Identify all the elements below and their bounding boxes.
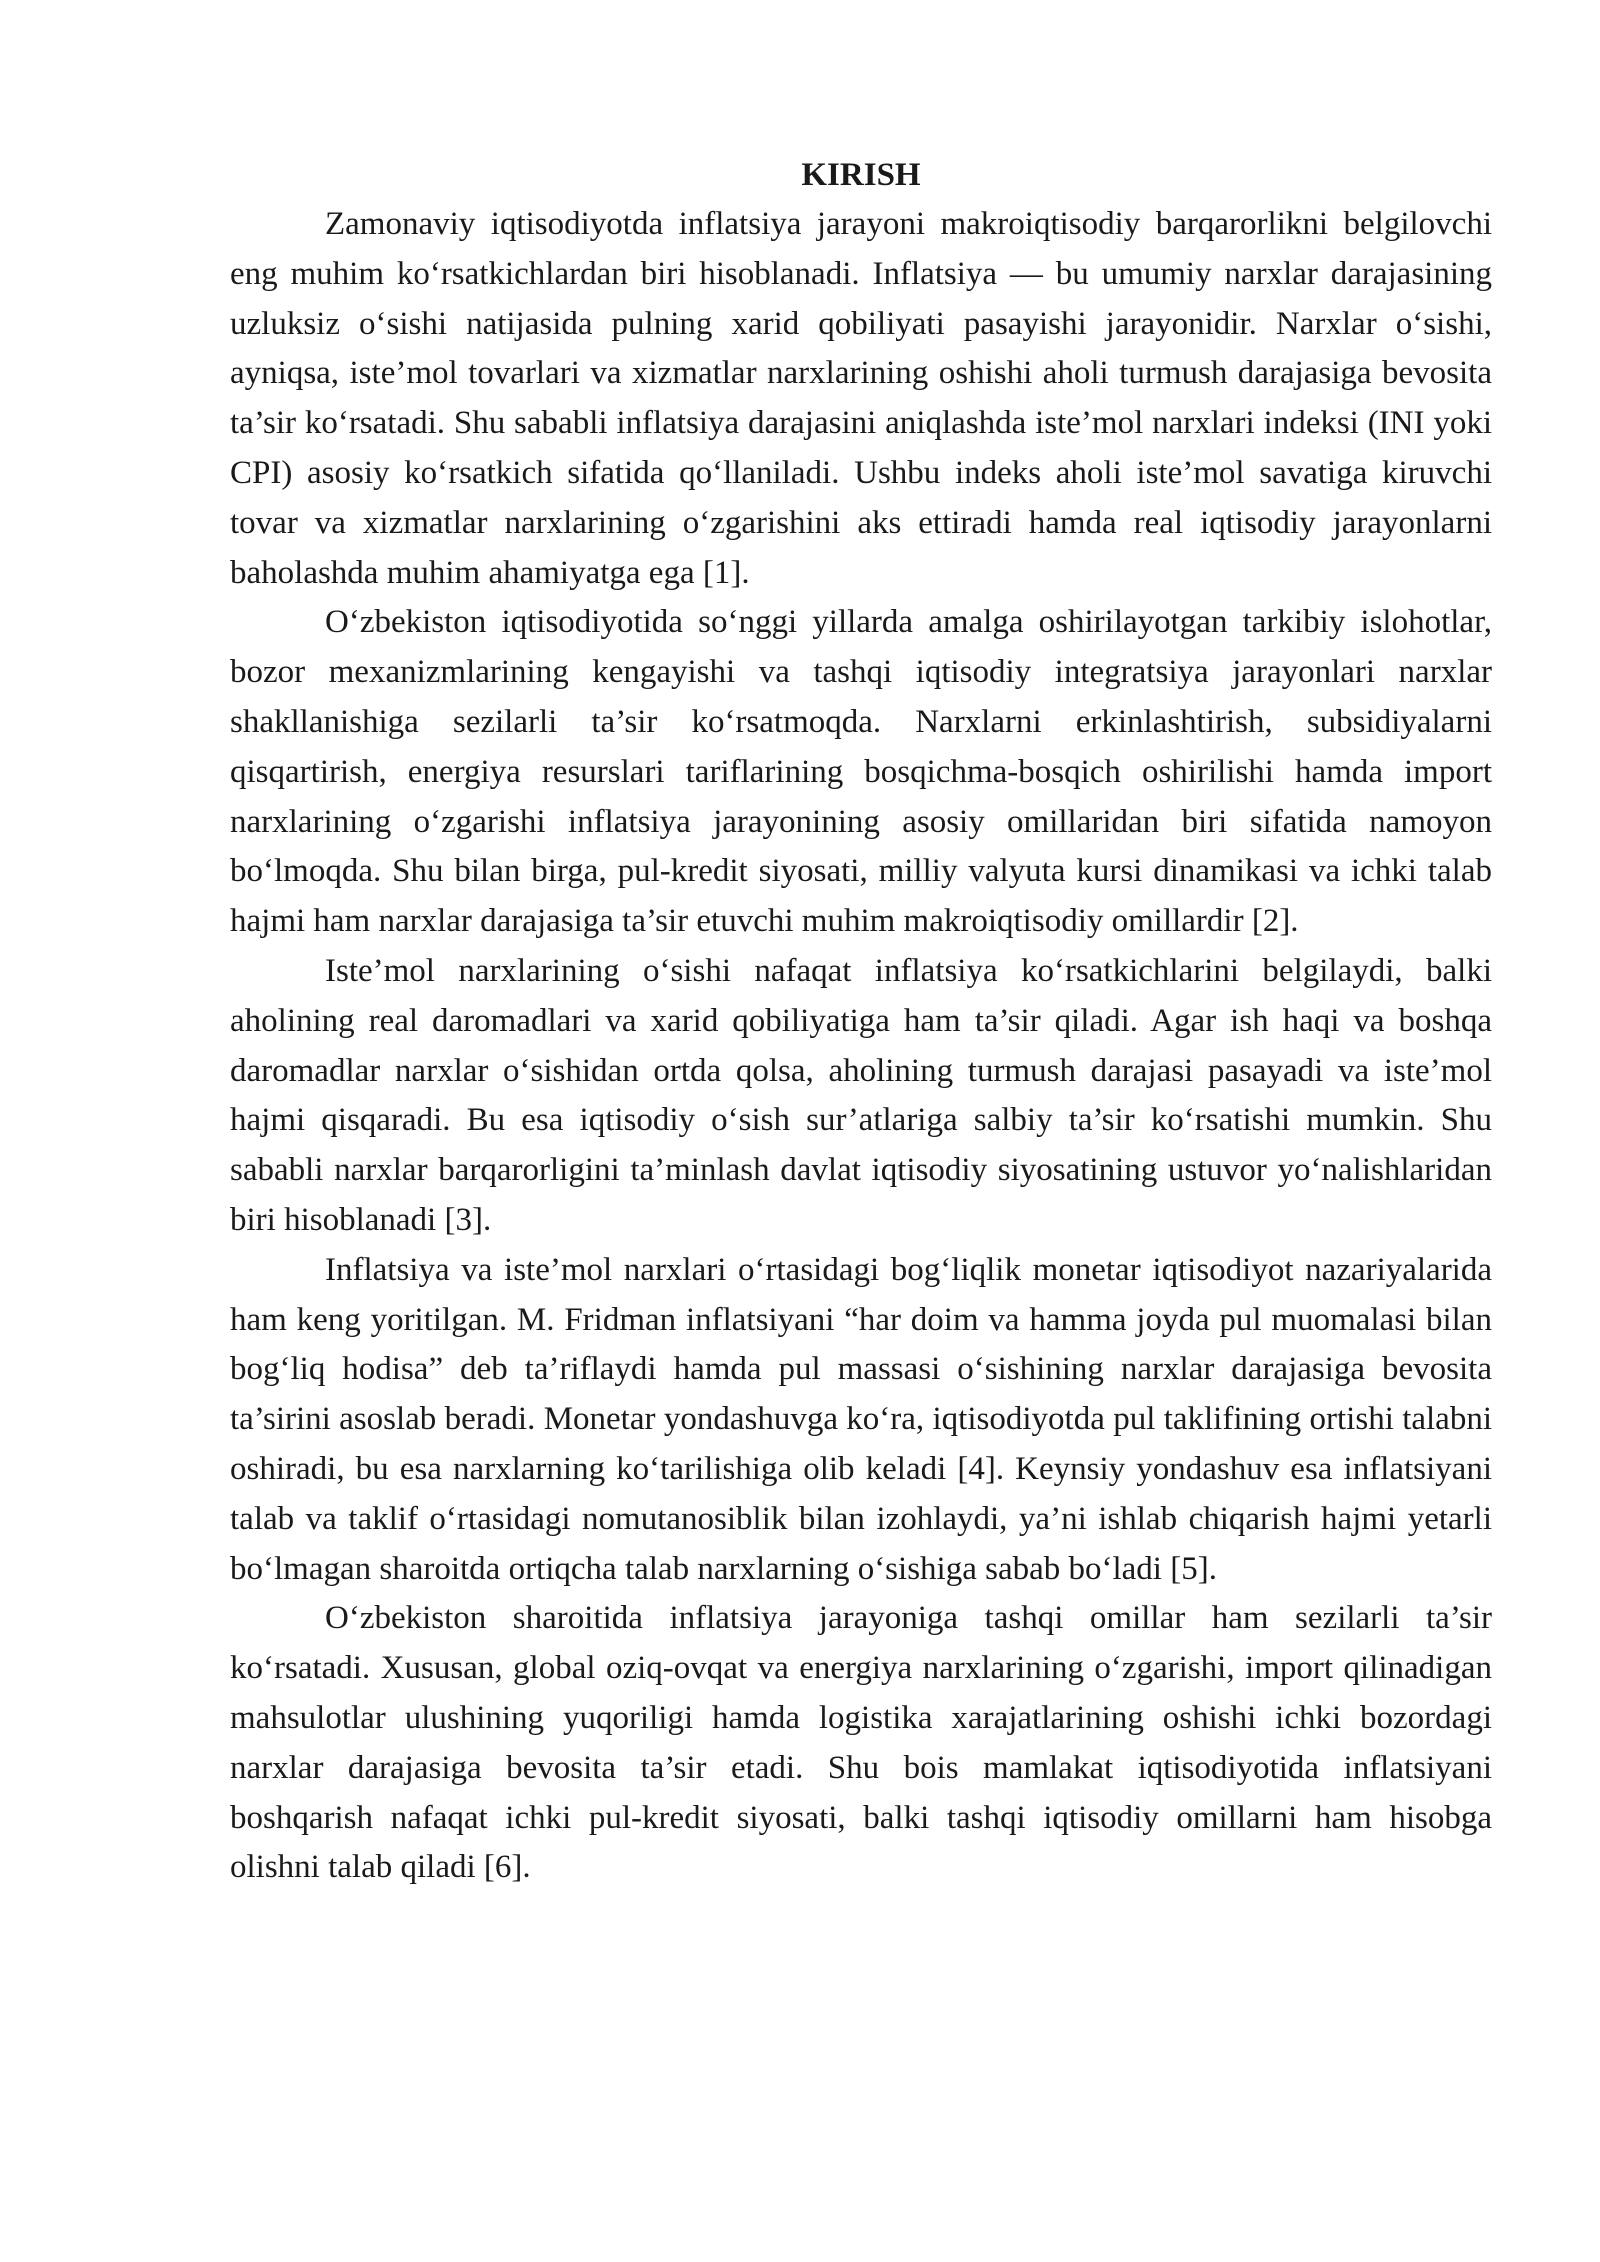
paragraph-5: O‘zbekiston sharoitida inflatsiya jarayoniga tashqi omillar ham sezilarli ta’sir ko‘rsatadi. Xususan, global oziq-ovqat va energiya narxlarining o‘zgarishi, import qilinadigan mahsulotlar ulushining yuqoriligi hamda logistika xarajatlarining oshishi ichki bozordagi narxlar darajasiga bevosita ta’sir etadi. Shu bois mamlakat iqtisodiyotida inflatsiyani boshqarish nafaqat ichki pul-kredit siyosati, balki tashqi iqtisodiy omillarni ham hisobga olishni talab qiladi [6].: [230, 1600, 1492, 1886]
page-title: KIRISH: [801, 157, 921, 193]
paragraph-2: O‘zbekiston iqtisodiyotida so‘nggi yillarda amalga oshirilayotgan tarkibiy islohotlar, bozor mexanizmlarining kengayishi va tashqi iqtisodiy integratsiya jarayonlari narxlar shakllanishiga sezilarli ta’sir ko‘rsatmoqda. Narxlarni erkinlashtirish, subsidiyalarni qisqartirish, energiya resurslari tariflarining bosqichma-bosqich oshirilishi hamda import narxlarining o‘zgarishi inflatsiya jarayonining asosiy omillaridan biri sifatida namoyon bo‘lmoqda. Shu bilan birga, pul-kredit siyosati, milliy valyuta kursi dinamikasi va ichki talab hajmi ham narxlar darajasiga ta’sir etuvchi muhim makroiqtisodiy omillardir [2].: [230, 604, 1492, 940]
paragraph-3: Iste’mol narxlarining o‘sishi nafaqat inflatsiya ko‘rsatkichlarini belgilaydi, balki aholining real daromadlari va xarid qobiliyatiga ham ta’sir qiladi. Agar ish haqi va boshqa daromadlar narxlar o‘sishidan ortda qolsa, aholining turmush darajasi pasayadi va iste’mol hajmi qisqaradi. Bu esa iqtisodiy o‘sish sur’atlariga salbiy ta’sir ko‘rsatishi mumkin. Shu sababli narxlar barqarorligini ta’minlash davlat iqtisodiy siyosatining ustuvor yo‘nalishlaridan biri hisoblanadi [3].: [230, 952, 1492, 1238]
paragraph-4: Inflatsiya va iste’mol narxlari o‘rtasidagi bog‘liqlik monetar iqtisodiyot nazariyalarida ham keng yoritilgan. M. Fridman inflatsiyani “har doim va hamma joyda pul muomalasi bilan bog‘liq hodisa” deb ta’riflaydi hamda pul massasi o‘sishining narxlar darajasiga bevosita ta’sirini asoslab beradi. Monetar yondashuvga ko‘ra, iqtisodiyotda pul taklifining ortishi talabni oshiradi, bu esa narxlarning ko‘tarilishiga olib keladi [4]. Keynsiy yondashuv esa inflatsiyani talab va taklif o‘rtasidagi nomutanosiblik bilan izohlaydi, ya’ni ishlab chiqarish hajmi yetarli bo‘lmagan sharoitda ortiqcha talab narxlarning o‘sishiga sabab bo‘ladi [5].: [230, 1251, 1492, 1587]
paragraph-1: Zamonaviy iqtisodiyotda inflatsiya jarayoni makroiqtisodiy barqarorlikni belgilovchi eng muhim ko‘rsatkichlardan biri hisoblanadi. Inflatsiya — bu umumiy narxlar darajasining uzluksiz o‘sishi natijasida pulning xarid qobiliyati pasayishi jarayonidir. Narxlar o‘sishi, ayniqsa, iste’mol tovarlari va xizmatlar narxlarining oshishi aholi turmush darajasiga bevosita ta’sir ko‘rsatadi. Shu sababli inflatsiya darajasini aniqlashda iste’mol narxlari indeksi (INI yoki CPI) asosiy ko‘rsatkich sifatida qo‘llaniladi. Ushbu indeks aholi iste’mol savatiga kiruvchi tovar va xizmatlar narxlarining o‘zgarishini aks ettiradi hamda real iqtisodiy jarayonlarni baholashda muhim ahamiyatga ega [1].: [230, 206, 1492, 591]
document-page: [230, 150, 1492, 1893]
